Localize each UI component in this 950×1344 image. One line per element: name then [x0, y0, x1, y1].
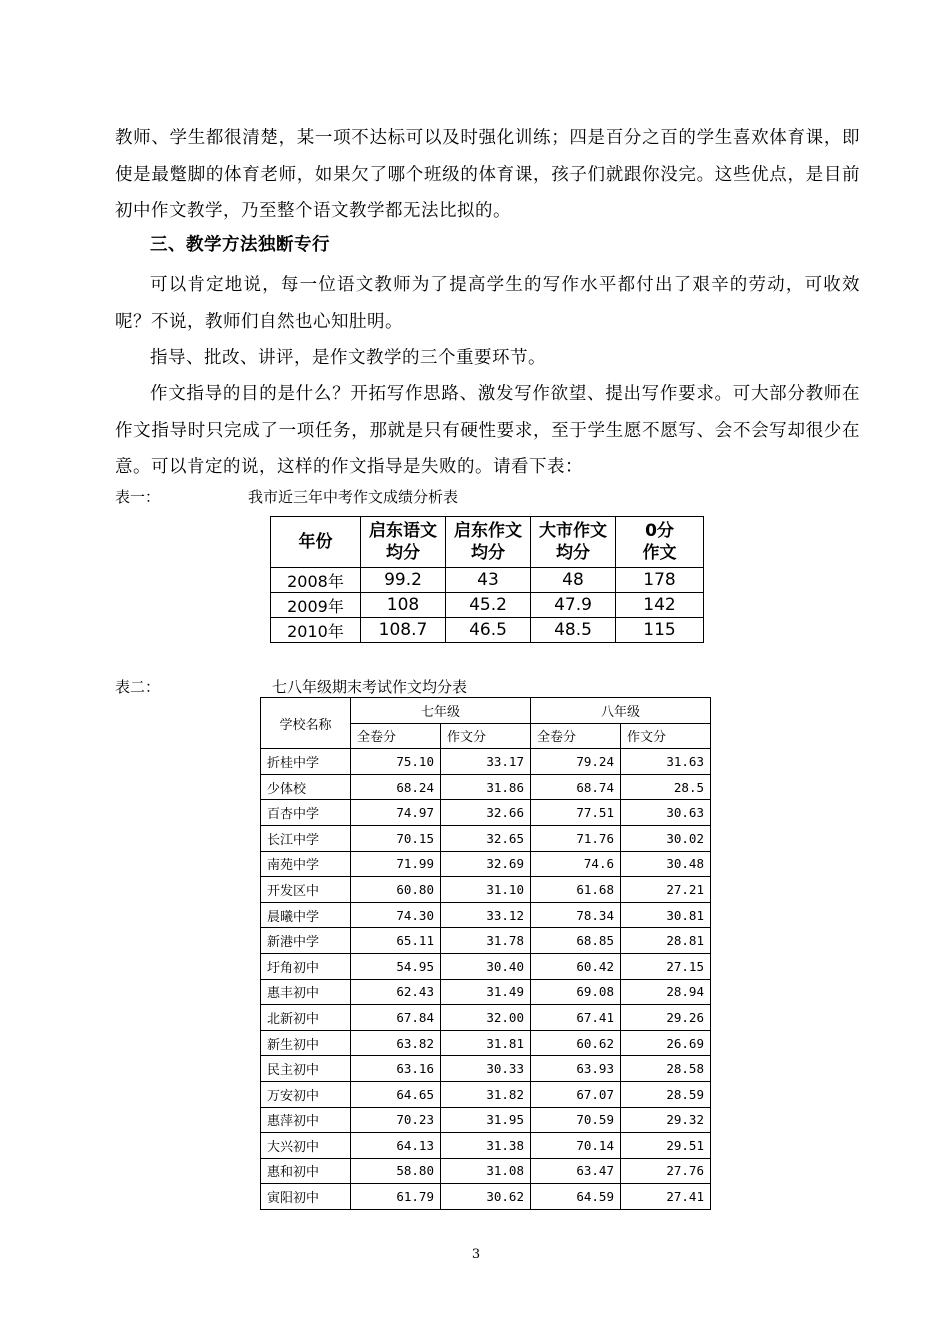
table2-score-cell: 67.07 — [531, 1081, 621, 1107]
paragraph-2: 可以肯定地说，每一位语文教师为了提高学生的写作水平都付出了艰辛的劳动，可收效呢？不说，教师们自然也心知肚明。 — [115, 275, 860, 332]
table2-row — [261, 1107, 711, 1133]
table2-score-cell: 63.82 — [351, 1030, 441, 1056]
table2-score-cell: 70.14 — [531, 1133, 621, 1159]
table1-cell: 108 — [361, 593, 446, 618]
table2-school-cell: 惠萍初中 — [261, 1107, 351, 1133]
header-line: 启东作文 — [454, 521, 522, 541]
table2-school-cell: 新港中学 — [261, 928, 351, 954]
table2-score-cell: 31.10 — [441, 877, 531, 903]
table2-score-cell: 69.08 — [531, 979, 621, 1005]
table2-score-cell: 61.68 — [531, 877, 621, 903]
table2-school-cell: 民主初中 — [261, 1056, 351, 1082]
table2 — [260, 697, 711, 1210]
table1-cell: 2008年 — [271, 568, 361, 593]
table1-cell: 46.5 — [446, 618, 531, 643]
table2-subheader: 全卷分 — [531, 723, 621, 749]
table2-score-cell: 31.49 — [441, 979, 531, 1005]
table2-header-row — [261, 698, 711, 724]
table2-score-cell: 33.12 — [441, 902, 531, 928]
table1-cell: 47.9 — [531, 593, 616, 618]
table1-header — [616, 517, 704, 568]
table2-body — [261, 749, 711, 1210]
table2-subheader: 作文分 — [621, 723, 711, 749]
table2-school-cell: 万安初中 — [261, 1081, 351, 1107]
table2-score-cell: 28.59 — [621, 1081, 711, 1107]
table1-row — [271, 568, 704, 593]
table2-score-cell: 27.41 — [621, 1184, 711, 1210]
table2-score-cell: 60.42 — [531, 953, 621, 979]
table2-school-cell: 惠丰初中 — [261, 979, 351, 1005]
table1-cell: 115 — [616, 618, 704, 643]
table1-header-row — [271, 517, 704, 568]
paragraph-1: 教师、学生都很清楚，某一项不达标可以及时强化训练；四是百分之百的学生喜欢体育课，即使是最蹩脚的体育老师，如果欠了哪个班级的体育课，孩子们就跟你没完。这些优点，是目前初中作文教学，乃至整个语文教学都无法比拟的。 — [115, 128, 860, 221]
table1-cell: 2009年 — [271, 593, 361, 618]
table2-score-cell: 31.38 — [441, 1133, 531, 1159]
table2-school-cell: 折桂中学 — [261, 749, 351, 775]
table2-row — [261, 749, 711, 775]
table2-score-cell: 28.58 — [621, 1056, 711, 1082]
table2-school-cell: 少体校 — [261, 774, 351, 800]
table2-school-cell: 百杏中学 — [261, 800, 351, 826]
table2-score-cell: 30.81 — [621, 902, 711, 928]
table2-school-cell: 开发区中 — [261, 877, 351, 903]
table2-score-cell: 30.33 — [441, 1056, 531, 1082]
table2-score-cell: 27.15 — [621, 953, 711, 979]
table2-score-cell: 64.65 — [351, 1081, 441, 1107]
page-number: 3 — [471, 1247, 481, 1262]
paragraph-4: 作文指导的目的是什么？开拓写作思路、激发写作欲望、提出写作要求。可大部分教师在作文指导时只完成了一项任务，那就是只有硬性要求，至于学生愿不愿写、会不会写却很少在意。可以肯定的说，这样的作文指导是失败的。请看下表： — [115, 384, 860, 477]
table1-label: 表一： — [115, 488, 161, 506]
table2-score-cell: 68.74 — [531, 774, 621, 800]
table2-score-cell: 31.81 — [441, 1030, 531, 1056]
table1-cell: 99.2 — [361, 568, 446, 593]
table2-score-cell: 28.5 — [621, 774, 711, 800]
table2-score-cell: 67.84 — [351, 1005, 441, 1031]
table1-cell: 48 — [531, 568, 616, 593]
table2-score-cell: 27.76 — [621, 1158, 711, 1184]
table2-score-cell: 77.51 — [531, 800, 621, 826]
table2-score-cell: 70.59 — [531, 1107, 621, 1133]
table2-score-cell: 30.48 — [621, 851, 711, 877]
table2-school-cell: 长江中学 — [261, 825, 351, 851]
table2-score-cell: 31.86 — [441, 774, 531, 800]
table2-score-cell: 64.59 — [531, 1184, 621, 1210]
table2-score-cell: 60.80 — [351, 877, 441, 903]
header-line: 均分 — [386, 543, 420, 563]
table1-cell: 2010年 — [271, 618, 361, 643]
table2-row — [261, 1158, 711, 1184]
header-line: 启东语文 — [369, 521, 437, 541]
table2-score-cell: 78.34 — [531, 902, 621, 928]
table2-school-cell: 晨曦中学 — [261, 902, 351, 928]
table1-cell: 45.2 — [446, 593, 531, 618]
table2-score-cell: 31.78 — [441, 928, 531, 954]
table2-score-cell: 64.13 — [351, 1133, 441, 1159]
table2-score-cell: 29.26 — [621, 1005, 711, 1031]
table2-row — [261, 1030, 711, 1056]
table2-row — [261, 1005, 711, 1031]
header-line: 年份 — [298, 532, 333, 552]
table1-header — [361, 517, 446, 568]
table2-row — [261, 953, 711, 979]
table2-score-cell: 79.24 — [531, 749, 621, 775]
header-line: 0分 — [645, 521, 674, 541]
paragraph-3: 指导、批改、讲评，是作文教学的三个重要环节。 — [150, 348, 546, 368]
table1-cell: 108.7 — [361, 618, 446, 643]
table2-score-cell: 30.40 — [441, 953, 531, 979]
table1-row — [271, 618, 704, 643]
table1-header — [271, 517, 361, 568]
table2-score-cell: 58.80 — [351, 1158, 441, 1184]
table2-school-cell: 大兴初中 — [261, 1133, 351, 1159]
table2-row — [261, 979, 711, 1005]
table2-score-cell: 28.81 — [621, 928, 711, 954]
table2-subheader: 作文分 — [441, 723, 531, 749]
table1-cell: 178 — [616, 568, 704, 593]
table1-cell: 48.5 — [531, 618, 616, 643]
table1-cell: 142 — [616, 593, 704, 618]
table2-school-header: 学校名称 — [261, 698, 351, 749]
table2-school-cell: 新生初中 — [261, 1030, 351, 1056]
table2-score-cell: 75.10 — [351, 749, 441, 775]
table2-grade8-header: 八年级 — [531, 698, 711, 724]
table2-score-cell: 63.16 — [351, 1056, 441, 1082]
table2-score-cell: 67.41 — [531, 1005, 621, 1031]
table2-school-cell: 南苑中学 — [261, 851, 351, 877]
table2-score-cell: 61.79 — [351, 1184, 441, 1210]
table1-header — [531, 517, 616, 568]
header-line: 均分 — [556, 543, 590, 563]
table2-school-cell: 惠和初中 — [261, 1158, 351, 1184]
table2-row — [261, 902, 711, 928]
table2-row — [261, 877, 711, 903]
table2-grade7-header: 七年级 — [351, 698, 531, 724]
table1-header — [446, 517, 531, 568]
table2-score-cell: 32.00 — [441, 1005, 531, 1031]
table2-score-cell: 31.63 — [621, 749, 711, 775]
table2-score-cell: 74.30 — [351, 902, 441, 928]
table1-cell: 43 — [446, 568, 531, 593]
table2-score-cell: 32.66 — [441, 800, 531, 826]
table2-score-cell: 63.93 — [531, 1056, 621, 1082]
header-line: 大市作文 — [539, 521, 607, 541]
table2-score-cell: 30.62 — [441, 1184, 531, 1210]
table2-score-cell: 29.51 — [621, 1133, 711, 1159]
table2-row — [261, 774, 711, 800]
table2-row — [261, 1184, 711, 1210]
table2-row — [261, 1133, 711, 1159]
table2-subheader: 全卷分 — [351, 723, 441, 749]
table2-score-cell: 68.24 — [351, 774, 441, 800]
table2-row — [261, 1056, 711, 1082]
table2-row — [261, 851, 711, 877]
section-heading: 三、教学方法独断专行 — [150, 235, 330, 255]
table2-score-cell: 62.43 — [351, 979, 441, 1005]
table2-school-cell: 北新初中 — [261, 1005, 351, 1031]
table1-title: 我市近三年中考作文成绩分析表 — [248, 488, 459, 506]
table2-score-cell: 29.32 — [621, 1107, 711, 1133]
table2-school-cell: 寅阳初中 — [261, 1184, 351, 1210]
header-line: 作文 — [642, 543, 677, 563]
table1-row — [271, 593, 704, 618]
table2-score-cell: 63.47 — [531, 1158, 621, 1184]
table2-score-cell: 31.08 — [441, 1158, 531, 1184]
table2-score-cell: 71.99 — [351, 851, 441, 877]
table2-score-cell: 74.6 — [531, 851, 621, 877]
table2-score-cell: 31.82 — [441, 1081, 531, 1107]
table2-score-cell: 33.17 — [441, 749, 531, 775]
table2-score-cell: 26.69 — [621, 1030, 711, 1056]
table2-score-cell: 28.94 — [621, 979, 711, 1005]
table2-score-cell: 54.95 — [351, 953, 441, 979]
table2-score-cell: 30.02 — [621, 825, 711, 851]
table2-school-cell: 圩角初中 — [261, 953, 351, 979]
table2-row — [261, 928, 711, 954]
table2-score-cell: 65.11 — [351, 928, 441, 954]
table2-score-cell: 32.65 — [441, 825, 531, 851]
table2-score-cell: 31.95 — [441, 1107, 531, 1133]
table2-row — [261, 1081, 711, 1107]
table2-row — [261, 800, 711, 826]
table2-score-cell: 70.15 — [351, 825, 441, 851]
table2-score-cell: 60.62 — [531, 1030, 621, 1056]
table2-score-cell: 71.76 — [531, 825, 621, 851]
table2-score-cell: 30.63 — [621, 800, 711, 826]
table1 — [270, 516, 704, 643]
table2-title: 七八年级期末考试作文均分表 — [272, 678, 468, 696]
table2-score-cell: 68.85 — [531, 928, 621, 954]
table2-score-cell: 27.21 — [621, 877, 711, 903]
table2-score-cell: 32.69 — [441, 851, 531, 877]
header-line: 均分 — [471, 543, 505, 563]
table2-score-cell: 70.23 — [351, 1107, 441, 1133]
table2-row — [261, 825, 711, 851]
table2-label: 表二： — [115, 678, 161, 696]
table2-score-cell: 74.97 — [351, 800, 441, 826]
